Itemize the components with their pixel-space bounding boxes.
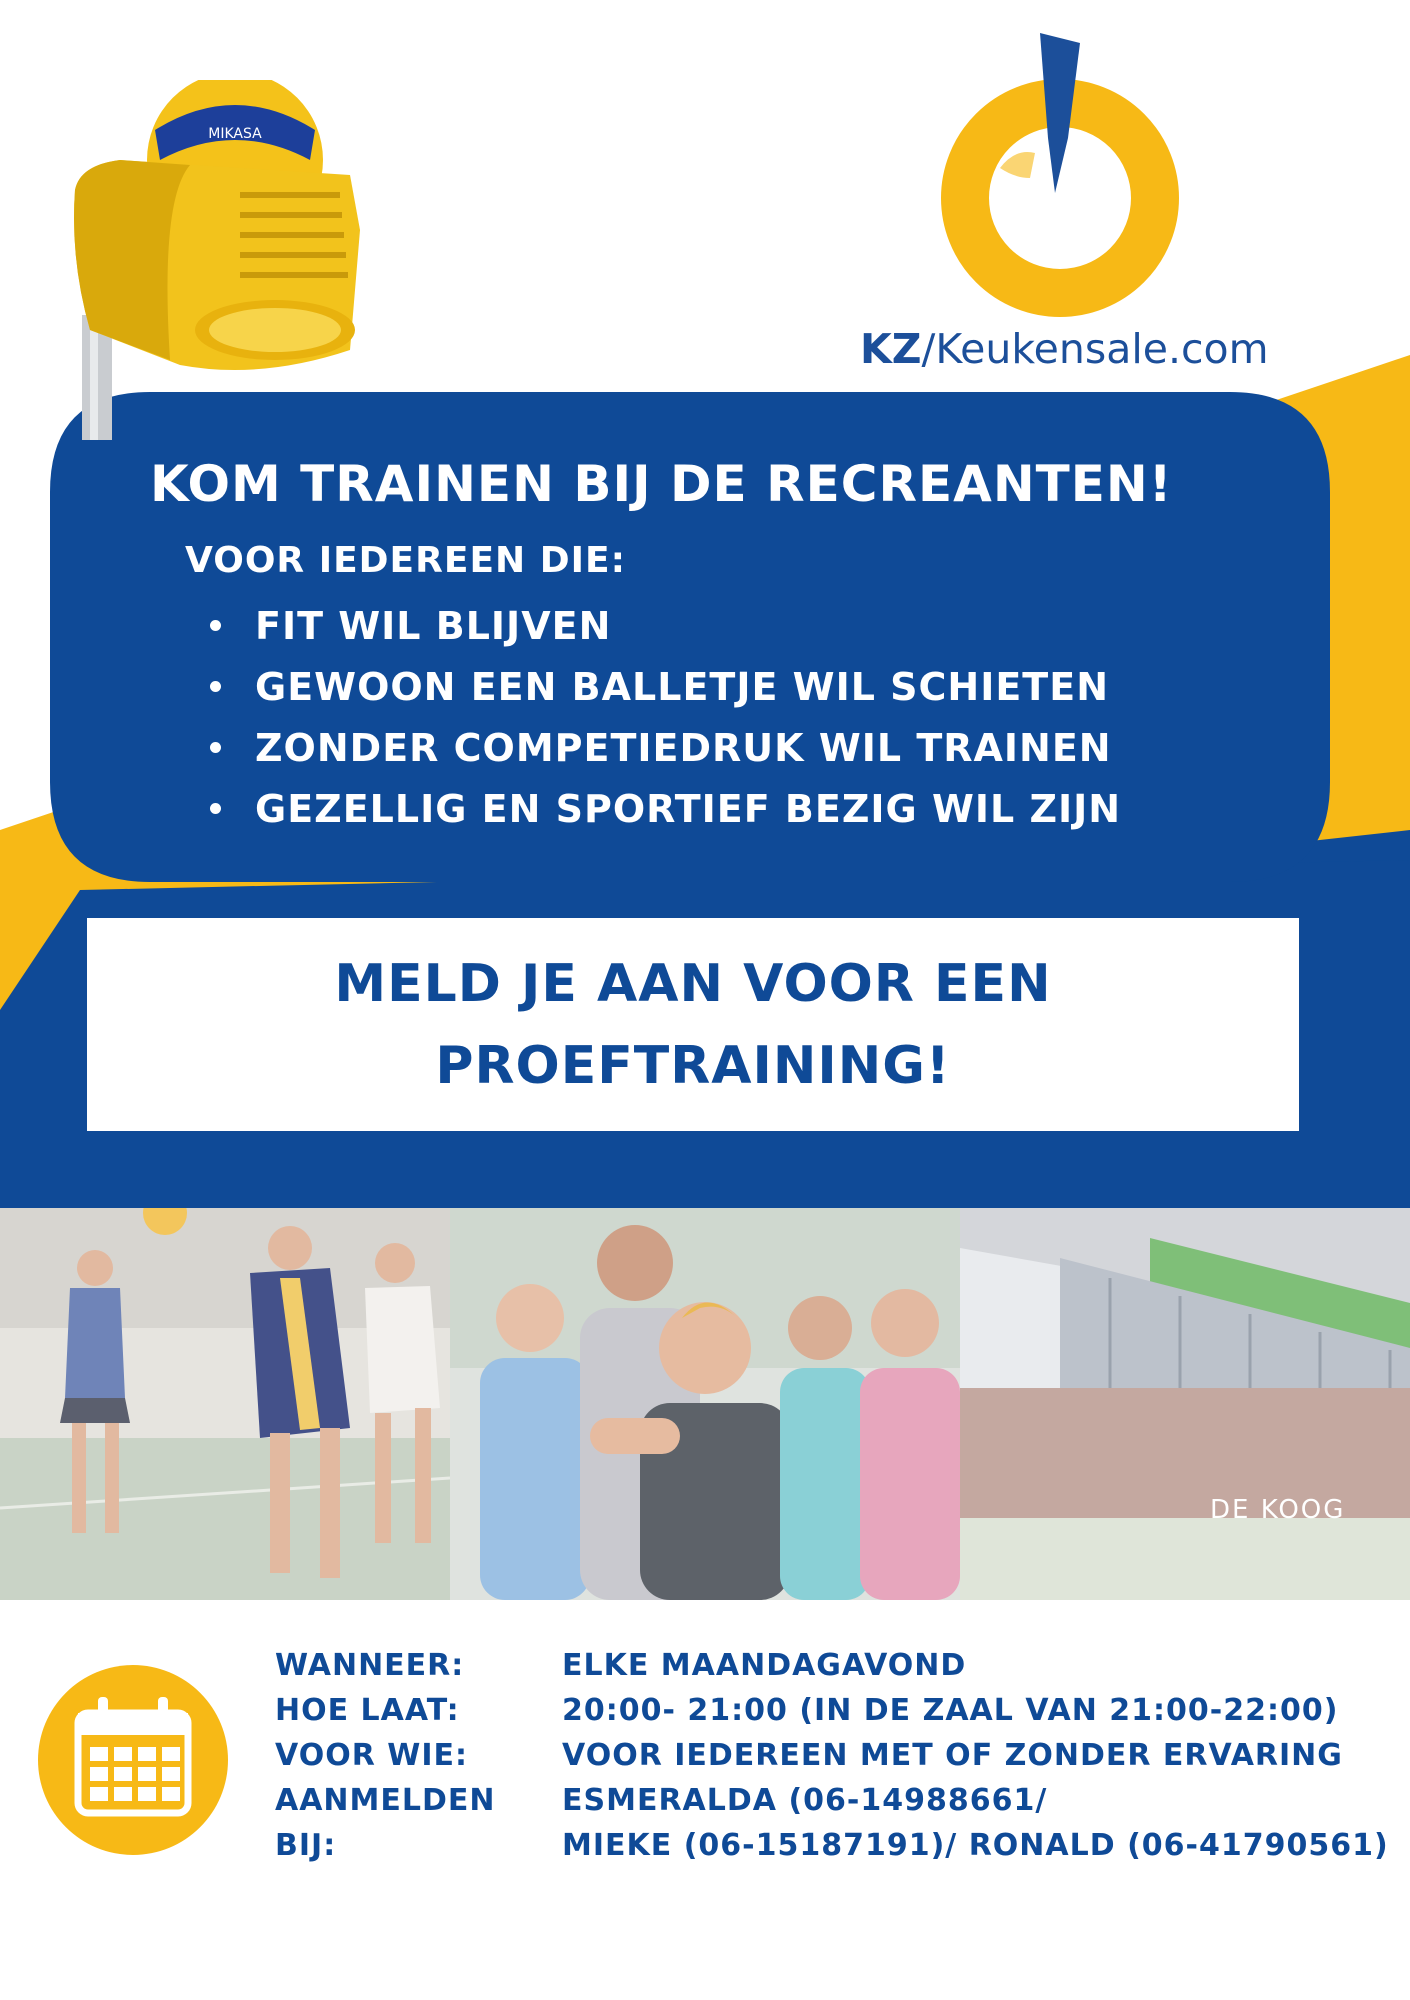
photo-sports-hall: [960, 1208, 1410, 1600]
panel-intro: VOOR IEDEREEN DIE:: [185, 540, 626, 581]
bullet-icon: [210, 742, 221, 753]
bullet-icon: [210, 681, 221, 692]
cta-line-1: MELD JE AAN VOOR EEN: [334, 953, 1052, 1014]
korfball-basket-image: [60, 80, 380, 440]
info-value-contact-1: ESMERALDA (06-14988661/: [562, 1783, 1048, 1818]
panel-title: KOM TRAINEN BIJ DE RECREANTEN!: [150, 455, 1173, 513]
brand-prefix: KZ: [860, 325, 922, 373]
photo-korfball-match: [0, 1208, 450, 1600]
info-label-when: WANNEER:: [275, 1648, 465, 1683]
ball-brand-label: MIKASA: [208, 126, 262, 142]
brand-name: [860, 325, 1269, 373]
list-item: ZONDER COMPETIEDRUK WIL TRAINEN: [210, 717, 1121, 778]
list-item: GEWOON EEN BALLETJE WIL SCHIETEN: [210, 656, 1121, 717]
cta-line-2: PROEFTRAINING!: [435, 1035, 951, 1096]
info-label-at: BIJ:: [275, 1828, 337, 1863]
benefits-list: [210, 595, 1121, 839]
club-logo: [940, 28, 1180, 318]
info-value-contact-2: MIEKE (06-15187191)/ RONALD (06-41790561): [562, 1828, 1389, 1863]
bullet-icon: [210, 620, 221, 631]
brand-suffix: /Keukensale.com: [921, 325, 1269, 373]
info-label-time: HOE LAAT:: [275, 1693, 460, 1728]
calendar-icon: [38, 1665, 228, 1855]
info-value-time: 20:00- 21:00 (IN DE ZAAL VAN 21:00-22:00): [562, 1693, 1339, 1728]
bullet-icon: [210, 803, 221, 814]
info-label-register: AANMELDEN: [275, 1783, 496, 1818]
info-value-for-who: VOOR IEDEREEN MET OF ZONDER ERVARING: [562, 1738, 1343, 1773]
hall-sign: DE KOOG: [1210, 1495, 1346, 1525]
list-item: FIT WIL BLIJVEN: [210, 595, 1121, 656]
info-label-for-who: VOOR WIE:: [275, 1738, 468, 1773]
info-value-when: ELKE MAANDAGAVOND: [562, 1648, 967, 1683]
photo-fitness-group: [450, 1208, 960, 1600]
cta-box: [87, 918, 1299, 1131]
list-item: GEZELLIG EN SPORTIEF BEZIG WIL ZIJN: [210, 778, 1121, 839]
